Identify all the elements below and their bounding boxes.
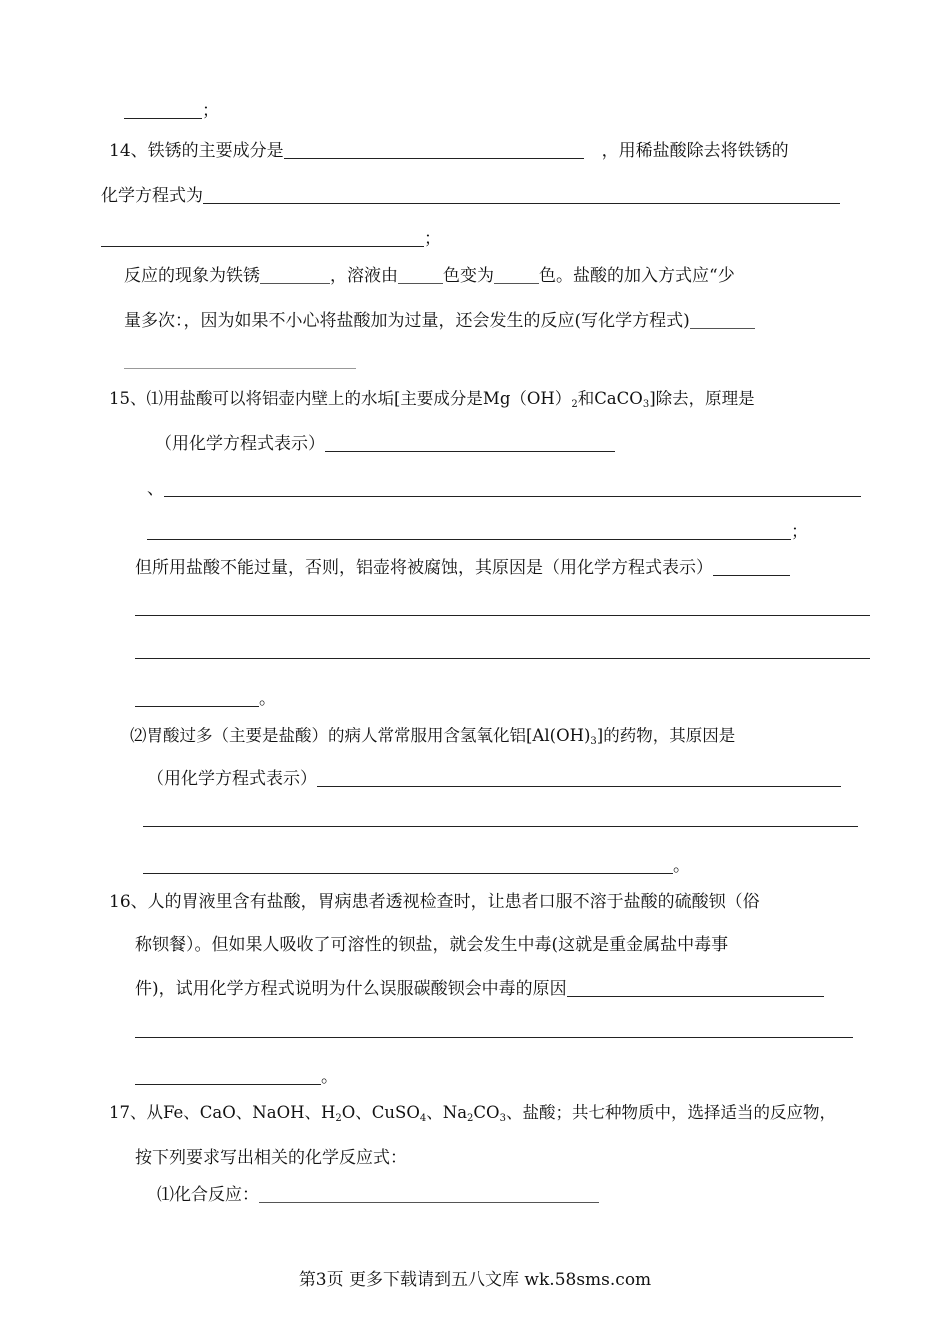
- q15-part2-line4: 。: [143, 855, 690, 877]
- answer-blank[interactable]: [713, 558, 790, 576]
- q15-line1: 15、⑴用盐酸可以将铝壶内壁上的水垢[主要成分是$Mg(OH)_2$和CaCO$_3$]除去，原理是: [109, 389, 755, 410]
- q15-part2-line1: ⑵胃酸过多（主要是盐酸）的病人常常服用含氢氧化铝$[Al(OH)_3]$的药物，其原因是: [130, 726, 736, 747]
- q16-line2: 称钡餐）。但如果人吸收了可溶性的钡盐，就会发生中毒(这就是重金属盐中毒事: [135, 935, 729, 955]
- q16-line1: 16、人的胃液里含有盐酸，胃病患者透视检查时，让患者口服不溶于盐酸的硫酸钡（俗: [109, 892, 760, 912]
- answer-blank[interactable]: [325, 434, 615, 452]
- q15-line8: 。: [135, 688, 276, 710]
- q15-line3: 、: [147, 478, 861, 500]
- answer-blank[interactable]: [567, 979, 824, 997]
- q14-line1: 14、铁锈的主要成分是 ，用稀盐酸除去将铁锈的: [109, 141, 789, 161]
- answer-blank[interactable]: [101, 229, 424, 247]
- answer-blank[interactable]: [690, 311, 755, 329]
- answer-line[interactable]: [124, 368, 356, 369]
- answer-line[interactable]: [143, 826, 858, 827]
- q16-line3: 件)，试用化学方程式说明为什么误服碳酸钡会中毒的原因: [135, 978, 824, 1000]
- q17-line3: ⑴化合反应：: [157, 1184, 599, 1206]
- answer-blank[interactable]: [124, 101, 202, 119]
- answer-blank[interactable]: [317, 769, 841, 787]
- q14-line3: ；: [101, 228, 441, 250]
- answer-blank[interactable]: [147, 522, 791, 540]
- answer-blank[interactable]: [398, 266, 443, 284]
- answer-line[interactable]: [135, 658, 870, 659]
- q16-line5: 。: [135, 1066, 338, 1088]
- q17-line2: 按下列要求写出相关的化学反应式：: [135, 1148, 407, 1168]
- answer-blank[interactable]: [494, 266, 539, 284]
- q14-line5: 量多次：，因为如果不小心将盐酸加为过量，还会发生的反应(写化学方程式): [124, 310, 755, 332]
- answer-blank[interactable]: [135, 689, 259, 707]
- answer-line[interactable]: [135, 1037, 853, 1038]
- q15-part2-line2: （用化学方程式表示）: [147, 768, 841, 790]
- q14-line2: 化学方程式为: [101, 185, 840, 207]
- q15-line2: （用化学方程式表示）: [155, 433, 615, 455]
- answer-blank[interactable]: [135, 1067, 321, 1085]
- page-footer: 第3页 更多下载请到五八文库 wk.58sms.com: [298, 1270, 652, 1290]
- answer-blank[interactable]: [203, 186, 840, 204]
- answer-blank[interactable]: [143, 856, 673, 874]
- q15-line5: 但所用盐酸不能过量，否则，铝壶将被腐蚀，其原因是（用化学方程式表示）: [135, 557, 790, 579]
- q17-line1: 17、从Fe、CaO、NaOH、$H_2O$、CuSO$_4$、$Na_2CO_3$、盐酸；共七种物质中，选择适当的反应物，: [109, 1103, 836, 1124]
- q13-tail: ；: [124, 100, 219, 122]
- answer-blank[interactable]: [284, 141, 584, 159]
- q15-line4: ；: [147, 521, 808, 543]
- answer-blank[interactable]: [259, 1185, 599, 1203]
- answer-blank[interactable]: [164, 479, 861, 497]
- answer-line[interactable]: [135, 615, 870, 616]
- answer-blank[interactable]: [260, 266, 330, 284]
- q14-line4: 反应的现象为铁锈 ，溶液由 色变为 色。盐酸的加入方式应“少: [124, 266, 735, 286]
